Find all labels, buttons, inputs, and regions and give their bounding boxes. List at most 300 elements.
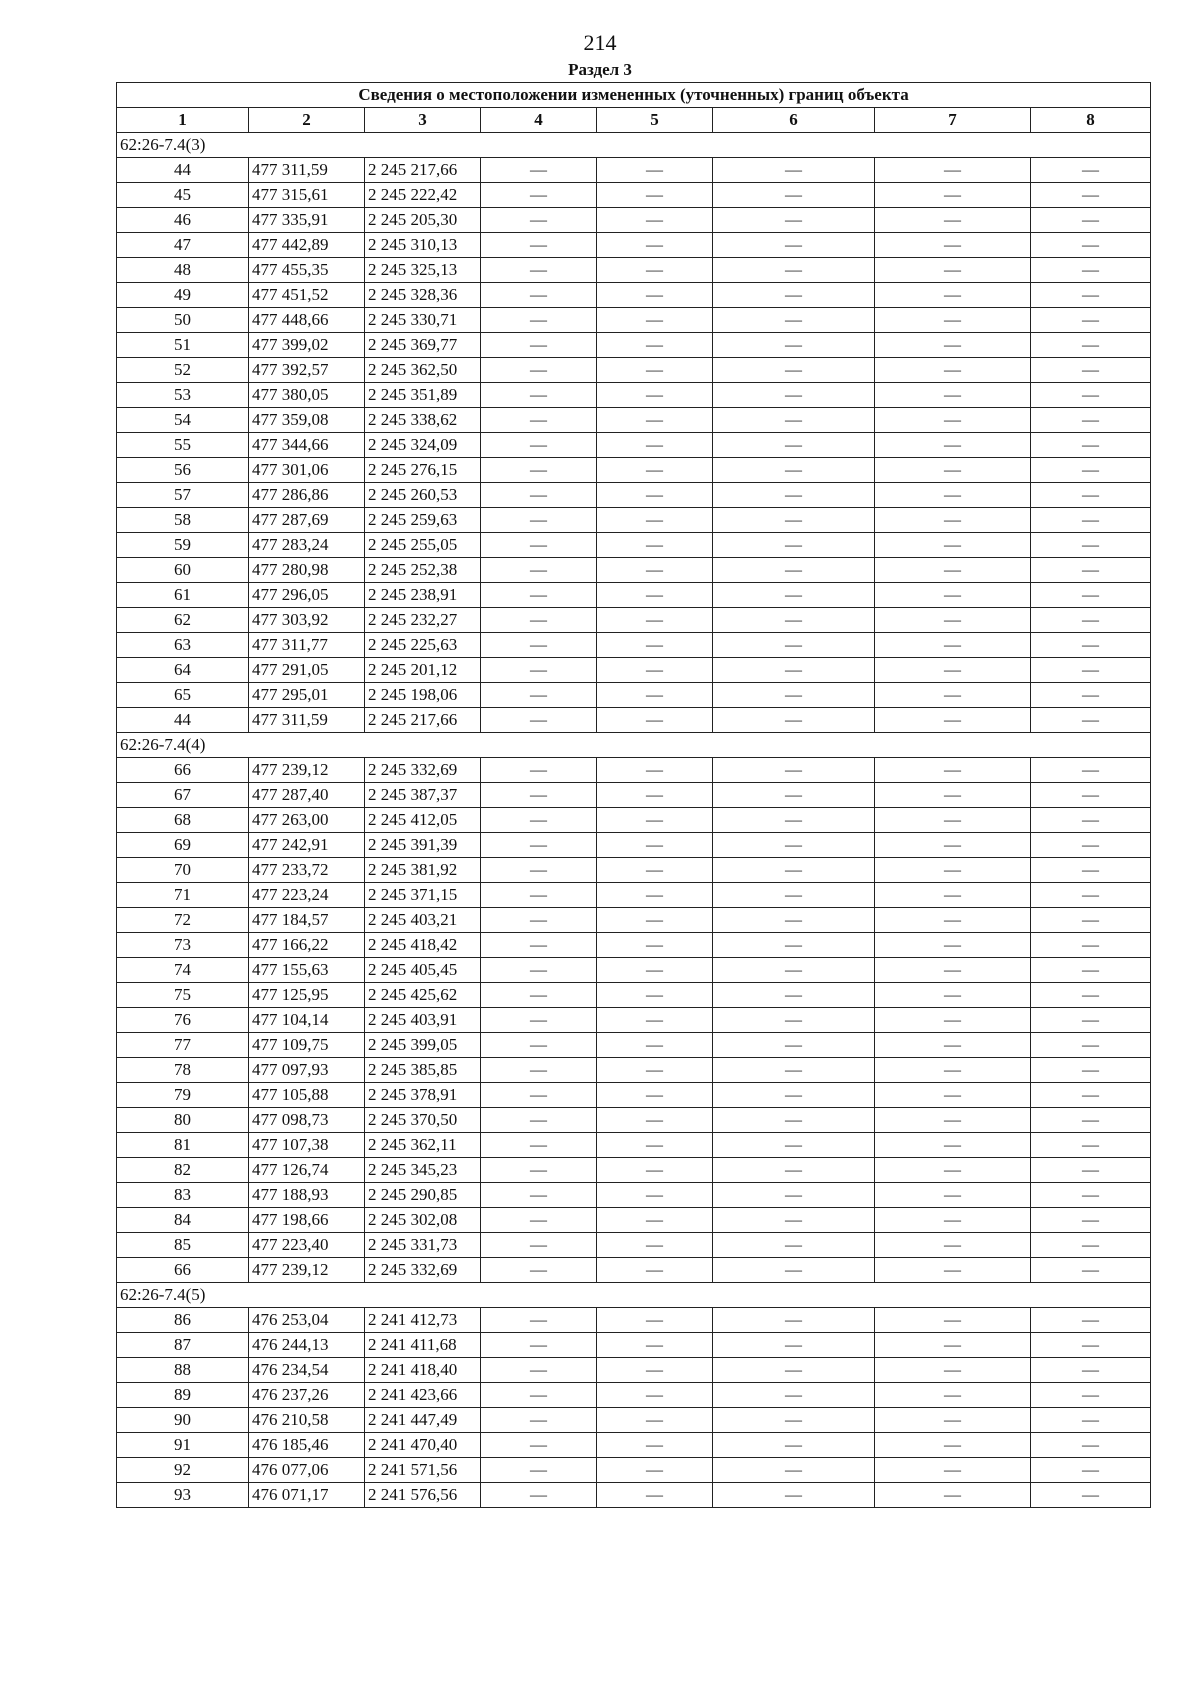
x-coordinate-cell: 477 097,93 bbox=[249, 1058, 365, 1083]
empty-value-cell: — bbox=[481, 833, 597, 858]
empty-value-cell: — bbox=[1031, 758, 1151, 783]
empty-value-cell: — bbox=[713, 1258, 875, 1283]
empty-value-cell: — bbox=[713, 408, 875, 433]
y-coordinate-cell: 2 245 403,21 bbox=[365, 908, 481, 933]
point-number-cell: 45 bbox=[117, 183, 249, 208]
empty-value-cell: — bbox=[1031, 508, 1151, 533]
column-header: 6 bbox=[713, 108, 875, 133]
x-coordinate-cell: 477 442,89 bbox=[249, 233, 365, 258]
y-coordinate-cell: 2 241 423,66 bbox=[365, 1383, 481, 1408]
empty-value-cell: — bbox=[1031, 1233, 1151, 1258]
empty-value-cell: — bbox=[1031, 533, 1151, 558]
x-coordinate-cell: 476 234,54 bbox=[249, 1358, 365, 1383]
empty-value-cell: — bbox=[597, 658, 713, 683]
x-coordinate-cell: 477 155,63 bbox=[249, 958, 365, 983]
empty-value-cell: — bbox=[481, 633, 597, 658]
table-row bbox=[117, 508, 1151, 533]
x-coordinate-cell: 477 399,02 bbox=[249, 333, 365, 358]
y-coordinate-cell: 2 245 338,62 bbox=[365, 408, 481, 433]
x-coordinate-cell: 477 291,05 bbox=[249, 658, 365, 683]
table-row bbox=[117, 233, 1151, 258]
empty-value-cell: — bbox=[875, 1183, 1031, 1208]
x-coordinate-cell: 477 184,57 bbox=[249, 908, 365, 933]
table-row bbox=[117, 833, 1151, 858]
empty-value-cell: — bbox=[875, 1333, 1031, 1358]
x-coordinate-cell: 477 126,74 bbox=[249, 1158, 365, 1183]
point-number-cell: 86 bbox=[117, 1308, 249, 1333]
table-row bbox=[117, 708, 1151, 733]
table-row bbox=[117, 1408, 1151, 1433]
empty-value-cell: — bbox=[713, 283, 875, 308]
empty-value-cell: — bbox=[597, 1308, 713, 1333]
y-coordinate-cell: 2 241 447,49 bbox=[365, 1408, 481, 1433]
y-coordinate-cell: 2 245 302,08 bbox=[365, 1208, 481, 1233]
table-row bbox=[117, 683, 1151, 708]
empty-value-cell: — bbox=[481, 883, 597, 908]
empty-value-cell: — bbox=[597, 308, 713, 333]
table-row bbox=[117, 1308, 1151, 1333]
empty-value-cell: — bbox=[713, 1458, 875, 1483]
point-number-cell: 55 bbox=[117, 433, 249, 458]
table-row bbox=[117, 583, 1151, 608]
empty-value-cell: — bbox=[597, 858, 713, 883]
table-row bbox=[117, 1333, 1151, 1358]
point-number-cell: 76 bbox=[117, 1008, 249, 1033]
empty-value-cell: — bbox=[481, 1308, 597, 1333]
point-number-cell: 69 bbox=[117, 833, 249, 858]
empty-value-cell: — bbox=[713, 1233, 875, 1258]
empty-value-cell: — bbox=[481, 1058, 597, 1083]
empty-value-cell: — bbox=[597, 783, 713, 808]
empty-value-cell: — bbox=[481, 433, 597, 458]
empty-value-cell: — bbox=[713, 908, 875, 933]
empty-value-cell: — bbox=[713, 1033, 875, 1058]
x-coordinate-cell: 477 287,40 bbox=[249, 783, 365, 808]
empty-value-cell: — bbox=[481, 458, 597, 483]
table-row bbox=[117, 1433, 1151, 1458]
y-coordinate-cell: 2 245 399,05 bbox=[365, 1033, 481, 1058]
empty-value-cell: — bbox=[597, 833, 713, 858]
empty-value-cell: — bbox=[875, 1408, 1031, 1433]
empty-value-cell: — bbox=[1031, 583, 1151, 608]
empty-value-cell: — bbox=[597, 283, 713, 308]
y-coordinate-cell: 2 245 325,13 bbox=[365, 258, 481, 283]
point-number-cell: 75 bbox=[117, 983, 249, 1008]
x-coordinate-cell: 477 107,38 bbox=[249, 1133, 365, 1158]
empty-value-cell: — bbox=[597, 358, 713, 383]
empty-value-cell: — bbox=[481, 1433, 597, 1458]
point-number-cell: 65 bbox=[117, 683, 249, 708]
empty-value-cell: — bbox=[713, 358, 875, 383]
x-coordinate-cell: 477 448,66 bbox=[249, 308, 365, 333]
y-coordinate-cell: 2 245 217,66 bbox=[365, 708, 481, 733]
y-coordinate-cell: 2 245 260,53 bbox=[365, 483, 481, 508]
point-number-cell: 92 bbox=[117, 1458, 249, 1483]
point-number-cell: 83 bbox=[117, 1183, 249, 1208]
x-coordinate-cell: 477 311,77 bbox=[249, 633, 365, 658]
point-number-cell: 67 bbox=[117, 783, 249, 808]
y-coordinate-cell: 2 241 411,68 bbox=[365, 1333, 481, 1358]
point-number-cell: 88 bbox=[117, 1358, 249, 1383]
empty-value-cell: — bbox=[1031, 783, 1151, 808]
empty-value-cell: — bbox=[1031, 1408, 1151, 1433]
empty-value-cell: — bbox=[1031, 383, 1151, 408]
empty-value-cell: — bbox=[1031, 983, 1151, 1008]
empty-value-cell: — bbox=[1031, 833, 1151, 858]
table-row bbox=[117, 308, 1151, 333]
empty-value-cell: — bbox=[597, 583, 713, 608]
empty-value-cell: — bbox=[875, 483, 1031, 508]
column-header: 4 bbox=[481, 108, 597, 133]
empty-value-cell: — bbox=[597, 458, 713, 483]
column-header: 8 bbox=[1031, 108, 1151, 133]
empty-value-cell: — bbox=[713, 533, 875, 558]
y-coordinate-cell: 2 245 232,27 bbox=[365, 608, 481, 633]
empty-value-cell: — bbox=[875, 208, 1031, 233]
x-coordinate-cell: 477 455,35 bbox=[249, 258, 365, 283]
empty-value-cell: — bbox=[597, 683, 713, 708]
empty-value-cell: — bbox=[875, 158, 1031, 183]
table-row bbox=[117, 283, 1151, 308]
table-row bbox=[117, 658, 1151, 683]
column-header: 3 bbox=[365, 108, 481, 133]
empty-value-cell: — bbox=[713, 808, 875, 833]
y-coordinate-cell: 2 245 222,42 bbox=[365, 183, 481, 208]
table-row bbox=[117, 633, 1151, 658]
x-coordinate-cell: 477 223,24 bbox=[249, 883, 365, 908]
table-row bbox=[117, 358, 1151, 383]
table-row bbox=[117, 1383, 1151, 1408]
empty-value-cell: — bbox=[1031, 483, 1151, 508]
point-number-cell: 93 bbox=[117, 1483, 249, 1508]
empty-value-cell: — bbox=[1031, 683, 1151, 708]
empty-value-cell: — bbox=[597, 1383, 713, 1408]
table-row bbox=[117, 208, 1151, 233]
empty-value-cell: — bbox=[481, 1358, 597, 1383]
empty-value-cell: — bbox=[1031, 183, 1151, 208]
empty-value-cell: — bbox=[713, 558, 875, 583]
empty-value-cell: — bbox=[597, 433, 713, 458]
group-label: 62:26-7.4(4) bbox=[117, 733, 1151, 758]
empty-value-cell: — bbox=[713, 1158, 875, 1183]
group-header-row bbox=[117, 733, 1151, 758]
table-row bbox=[117, 533, 1151, 558]
boundary-coordinates-table bbox=[116, 82, 1151, 1508]
empty-value-cell: — bbox=[481, 333, 597, 358]
y-coordinate-cell: 2 245 362,11 bbox=[365, 1133, 481, 1158]
y-coordinate-cell: 2 245 198,06 bbox=[365, 683, 481, 708]
empty-value-cell: — bbox=[1031, 358, 1151, 383]
empty-value-cell: — bbox=[713, 458, 875, 483]
empty-value-cell: — bbox=[713, 1008, 875, 1033]
empty-value-cell: — bbox=[875, 183, 1031, 208]
point-number-cell: 78 bbox=[117, 1058, 249, 1083]
empty-value-cell: — bbox=[713, 1483, 875, 1508]
x-coordinate-cell: 477 105,88 bbox=[249, 1083, 365, 1108]
empty-value-cell: — bbox=[1031, 1058, 1151, 1083]
point-number-cell: 84 bbox=[117, 1208, 249, 1233]
x-coordinate-cell: 477 263,00 bbox=[249, 808, 365, 833]
empty-value-cell: — bbox=[481, 758, 597, 783]
y-coordinate-cell: 2 245 310,13 bbox=[365, 233, 481, 258]
y-coordinate-cell: 2 245 201,12 bbox=[365, 658, 481, 683]
empty-value-cell: — bbox=[713, 1108, 875, 1133]
empty-value-cell: — bbox=[597, 383, 713, 408]
empty-value-cell: — bbox=[1031, 158, 1151, 183]
empty-value-cell: — bbox=[481, 483, 597, 508]
point-number-cell: 80 bbox=[117, 1108, 249, 1133]
empty-value-cell: — bbox=[481, 908, 597, 933]
empty-value-cell: — bbox=[875, 808, 1031, 833]
point-number-cell: 90 bbox=[117, 1408, 249, 1433]
empty-value-cell: — bbox=[713, 708, 875, 733]
empty-value-cell: — bbox=[875, 1108, 1031, 1133]
empty-value-cell: — bbox=[875, 708, 1031, 733]
x-coordinate-cell: 477 286,86 bbox=[249, 483, 365, 508]
empty-value-cell: — bbox=[481, 1458, 597, 1483]
empty-value-cell: — bbox=[713, 1383, 875, 1408]
empty-value-cell: — bbox=[875, 983, 1031, 1008]
empty-value-cell: — bbox=[713, 583, 875, 608]
point-number-cell: 57 bbox=[117, 483, 249, 508]
empty-value-cell: — bbox=[1031, 1108, 1151, 1133]
empty-value-cell: — bbox=[1031, 1308, 1151, 1333]
y-coordinate-cell: 2 245 370,50 bbox=[365, 1108, 481, 1133]
empty-value-cell: — bbox=[875, 1383, 1031, 1408]
table-row bbox=[117, 483, 1151, 508]
empty-value-cell: — bbox=[597, 1158, 713, 1183]
point-number-cell: 70 bbox=[117, 858, 249, 883]
table-row bbox=[117, 758, 1151, 783]
empty-value-cell: — bbox=[481, 858, 597, 883]
point-number-cell: 44 bbox=[117, 708, 249, 733]
point-number-cell: 49 bbox=[117, 283, 249, 308]
point-number-cell: 91 bbox=[117, 1433, 249, 1458]
empty-value-cell: — bbox=[1031, 1183, 1151, 1208]
empty-value-cell: — bbox=[597, 1183, 713, 1208]
x-coordinate-cell: 477 301,06 bbox=[249, 458, 365, 483]
x-coordinate-cell: 477 283,24 bbox=[249, 533, 365, 558]
empty-value-cell: — bbox=[1031, 608, 1151, 633]
y-coordinate-cell: 2 245 405,45 bbox=[365, 958, 481, 983]
point-number-cell: 50 bbox=[117, 308, 249, 333]
table-row bbox=[117, 1108, 1151, 1133]
empty-value-cell: — bbox=[1031, 408, 1151, 433]
empty-value-cell: — bbox=[597, 1333, 713, 1358]
y-coordinate-cell: 2 245 238,91 bbox=[365, 583, 481, 608]
empty-value-cell: — bbox=[481, 1383, 597, 1408]
empty-value-cell: — bbox=[481, 708, 597, 733]
empty-value-cell: — bbox=[875, 858, 1031, 883]
point-number-cell: 44 bbox=[117, 158, 249, 183]
empty-value-cell: — bbox=[875, 683, 1031, 708]
empty-value-cell: — bbox=[481, 933, 597, 958]
empty-value-cell: — bbox=[713, 1083, 875, 1108]
point-number-cell: 66 bbox=[117, 1258, 249, 1283]
table-row bbox=[117, 858, 1151, 883]
y-coordinate-cell: 2 245 330,71 bbox=[365, 308, 481, 333]
empty-value-cell: — bbox=[597, 808, 713, 833]
x-coordinate-cell: 477 451,52 bbox=[249, 283, 365, 308]
empty-value-cell: — bbox=[875, 1133, 1031, 1158]
x-coordinate-cell: 477 109,75 bbox=[249, 1033, 365, 1058]
empty-value-cell: — bbox=[713, 658, 875, 683]
table-row bbox=[117, 608, 1151, 633]
point-number-cell: 81 bbox=[117, 1133, 249, 1158]
empty-value-cell: — bbox=[481, 1158, 597, 1183]
empty-value-cell: — bbox=[1031, 1433, 1151, 1458]
y-coordinate-cell: 2 245 412,05 bbox=[365, 808, 481, 833]
table-row bbox=[117, 1083, 1151, 1108]
empty-value-cell: — bbox=[597, 1258, 713, 1283]
y-coordinate-cell: 2 245 425,62 bbox=[365, 983, 481, 1008]
empty-value-cell: — bbox=[875, 1083, 1031, 1108]
empty-value-cell: — bbox=[875, 608, 1031, 633]
empty-value-cell: — bbox=[1031, 1208, 1151, 1233]
empty-value-cell: — bbox=[481, 1483, 597, 1508]
empty-value-cell: — bbox=[875, 533, 1031, 558]
x-coordinate-cell: 476 210,58 bbox=[249, 1408, 365, 1433]
empty-value-cell: — bbox=[597, 708, 713, 733]
empty-value-cell: — bbox=[481, 1408, 597, 1433]
empty-value-cell: — bbox=[713, 233, 875, 258]
y-coordinate-cell: 2 245 225,63 bbox=[365, 633, 481, 658]
x-coordinate-cell: 477 198,66 bbox=[249, 1208, 365, 1233]
y-coordinate-cell: 2 245 332,69 bbox=[365, 758, 481, 783]
empty-value-cell: — bbox=[597, 1233, 713, 1258]
empty-value-cell: — bbox=[481, 1233, 597, 1258]
empty-value-cell: — bbox=[597, 408, 713, 433]
empty-value-cell: — bbox=[481, 808, 597, 833]
empty-value-cell: — bbox=[875, 883, 1031, 908]
table-row bbox=[117, 183, 1151, 208]
x-coordinate-cell: 477 242,91 bbox=[249, 833, 365, 858]
empty-value-cell: — bbox=[875, 1483, 1031, 1508]
empty-value-cell: — bbox=[1031, 283, 1151, 308]
empty-value-cell: — bbox=[713, 1333, 875, 1358]
point-number-cell: 89 bbox=[117, 1383, 249, 1408]
empty-value-cell: — bbox=[875, 408, 1031, 433]
empty-value-cell: — bbox=[713, 258, 875, 283]
empty-value-cell: — bbox=[481, 608, 597, 633]
x-coordinate-cell: 477 392,57 bbox=[249, 358, 365, 383]
table-row bbox=[117, 1358, 1151, 1383]
y-coordinate-cell: 2 245 259,63 bbox=[365, 508, 481, 533]
empty-value-cell: — bbox=[481, 308, 597, 333]
point-number-cell: 51 bbox=[117, 333, 249, 358]
empty-value-cell: — bbox=[875, 783, 1031, 808]
x-coordinate-cell: 476 244,13 bbox=[249, 1333, 365, 1358]
empty-value-cell: — bbox=[713, 333, 875, 358]
empty-value-cell: — bbox=[597, 508, 713, 533]
empty-value-cell: — bbox=[1031, 433, 1151, 458]
empty-value-cell: — bbox=[875, 508, 1031, 533]
y-coordinate-cell: 2 241 576,56 bbox=[365, 1483, 481, 1508]
empty-value-cell: — bbox=[875, 1458, 1031, 1483]
empty-value-cell: — bbox=[1031, 1383, 1151, 1408]
empty-value-cell: — bbox=[713, 158, 875, 183]
empty-value-cell: — bbox=[597, 183, 713, 208]
table-row bbox=[117, 783, 1151, 808]
empty-value-cell: — bbox=[875, 1233, 1031, 1258]
point-number-cell: 82 bbox=[117, 1158, 249, 1183]
y-coordinate-cell: 2 245 217,66 bbox=[365, 158, 481, 183]
x-coordinate-cell: 477 223,40 bbox=[249, 1233, 365, 1258]
y-coordinate-cell: 2 241 412,73 bbox=[365, 1308, 481, 1333]
empty-value-cell: — bbox=[713, 758, 875, 783]
empty-value-cell: — bbox=[713, 1183, 875, 1208]
empty-value-cell: — bbox=[481, 233, 597, 258]
group-label: 62:26-7.4(3) bbox=[117, 133, 1151, 158]
x-coordinate-cell: 477 166,22 bbox=[249, 933, 365, 958]
empty-value-cell: — bbox=[875, 1308, 1031, 1333]
point-number-cell: 63 bbox=[117, 633, 249, 658]
point-number-cell: 56 bbox=[117, 458, 249, 483]
table-row bbox=[117, 458, 1151, 483]
y-coordinate-cell: 2 245 205,30 bbox=[365, 208, 481, 233]
point-number-cell: 71 bbox=[117, 883, 249, 908]
table-row bbox=[117, 958, 1151, 983]
empty-value-cell: — bbox=[481, 508, 597, 533]
y-coordinate-cell: 2 245 378,91 bbox=[365, 1083, 481, 1108]
empty-value-cell: — bbox=[1031, 808, 1151, 833]
empty-value-cell: — bbox=[875, 1008, 1031, 1033]
empty-value-cell: — bbox=[597, 533, 713, 558]
empty-value-cell: — bbox=[713, 1133, 875, 1158]
empty-value-cell: — bbox=[1031, 908, 1151, 933]
table-row bbox=[117, 558, 1151, 583]
empty-value-cell: — bbox=[875, 383, 1031, 408]
empty-value-cell: — bbox=[713, 983, 875, 1008]
point-number-cell: 47 bbox=[117, 233, 249, 258]
point-number-cell: 66 bbox=[117, 758, 249, 783]
empty-value-cell: — bbox=[713, 783, 875, 808]
x-coordinate-cell: 476 185,46 bbox=[249, 1433, 365, 1458]
empty-value-cell: — bbox=[713, 1058, 875, 1083]
empty-value-cell: — bbox=[481, 558, 597, 583]
table-row bbox=[117, 1033, 1151, 1058]
empty-value-cell: — bbox=[1031, 1133, 1151, 1158]
empty-value-cell: — bbox=[875, 1058, 1031, 1083]
empty-value-cell: — bbox=[713, 958, 875, 983]
empty-value-cell: — bbox=[481, 1333, 597, 1358]
y-coordinate-cell: 2 245 324,09 bbox=[365, 433, 481, 458]
y-coordinate-cell: 2 245 351,89 bbox=[365, 383, 481, 408]
x-coordinate-cell: 477 125,95 bbox=[249, 983, 365, 1008]
empty-value-cell: — bbox=[1031, 708, 1151, 733]
point-number-cell: 74 bbox=[117, 958, 249, 983]
empty-value-cell: — bbox=[1031, 1158, 1151, 1183]
table-body bbox=[117, 133, 1151, 1508]
y-coordinate-cell: 2 245 391,39 bbox=[365, 833, 481, 858]
empty-value-cell: — bbox=[875, 1158, 1031, 1183]
point-number-cell: 79 bbox=[117, 1083, 249, 1108]
empty-value-cell: — bbox=[713, 633, 875, 658]
x-coordinate-cell: 476 253,04 bbox=[249, 1308, 365, 1333]
empty-value-cell: — bbox=[597, 983, 713, 1008]
x-coordinate-cell: 476 237,26 bbox=[249, 1383, 365, 1408]
point-number-cell: 85 bbox=[117, 1233, 249, 1258]
empty-value-cell: — bbox=[875, 958, 1031, 983]
table-row bbox=[117, 808, 1151, 833]
empty-value-cell: — bbox=[713, 483, 875, 508]
empty-value-cell: — bbox=[597, 958, 713, 983]
empty-value-cell: — bbox=[597, 1458, 713, 1483]
point-number-cell: 46 bbox=[117, 208, 249, 233]
y-coordinate-cell: 2 245 276,15 bbox=[365, 458, 481, 483]
x-coordinate-cell: 477 344,66 bbox=[249, 433, 365, 458]
column-header: 7 bbox=[875, 108, 1031, 133]
